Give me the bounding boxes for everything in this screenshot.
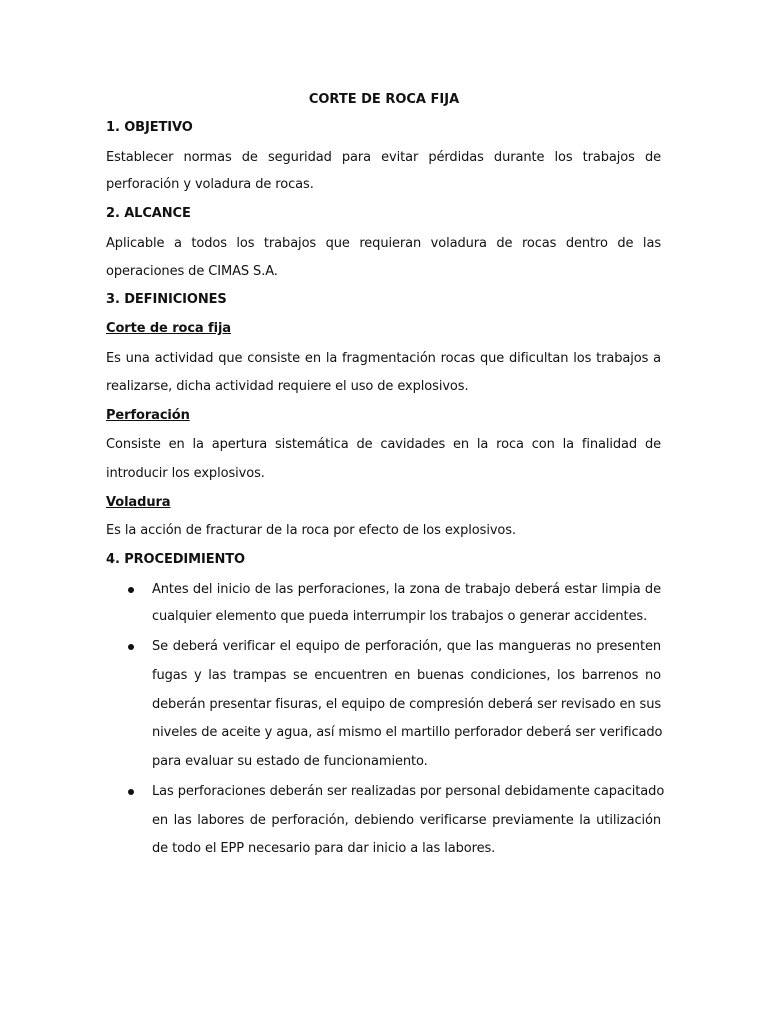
paragraph-line: operaciones de CIMAS S.A. bbox=[106, 264, 278, 279]
definition-term-perforacion: Perforación bbox=[106, 408, 190, 423]
bullet-dot bbox=[128, 789, 134, 795]
document-title: CORTE DE ROCA FIJA bbox=[308, 92, 460, 107]
paragraph-line: Aplicable a todos los trabajos que requieran voladura de rocas dentro de las bbox=[106, 236, 661, 251]
section-heading-objetivo: 1. OBJETIVO bbox=[106, 120, 193, 135]
bullet-line: cualquier elemento que pueda interrumpir los trabajos o generar accidentes. bbox=[152, 609, 648, 624]
bullet-line: Se deberá verificar el equipo de perforación, que las mangueras no presenten bbox=[152, 639, 661, 654]
section-heading-alcance: 2. ALCANCE bbox=[106, 206, 191, 221]
definition-line: Es la acción de fracturar de la roca por efecto de los explosivos. bbox=[106, 523, 516, 538]
bullet-line: niveles de aceite y agua, así mismo el martillo perforador deberá ser verificado bbox=[152, 725, 663, 740]
bullet-dot bbox=[128, 644, 134, 650]
bullet-line: fugas y las trampas se encuentren en buenas condiciones, los barrenos no bbox=[152, 668, 661, 683]
section-heading-procedimiento: 4. PROCEDIMIENTO bbox=[106, 552, 246, 567]
definition-line: Es una actividad que consiste en la fragmentación rocas que dificultan los trabajos a bbox=[106, 351, 661, 366]
section-heading-definiciones: 3. DEFINICIONES bbox=[106, 292, 227, 307]
definition-line: realizarse, dicha actividad requiere el uso de explosivos. bbox=[106, 379, 469, 394]
bullet-line: para evaluar su estado de funcionamiento. bbox=[152, 754, 428, 769]
bullet-dot bbox=[128, 587, 134, 593]
bullet-line: deberán presentar fisuras, el equipo de compresión deberá ser revisado en sus bbox=[152, 697, 662, 712]
paragraph-line: Establecer normas de seguridad para evitar pérdidas durante los trabajos de bbox=[106, 150, 661, 165]
bullet-line: Antes del inicio de las perforaciones, la zona de trabajo deberá estar limpia de bbox=[152, 582, 661, 597]
paragraph-line: perforación y voladura de rocas. bbox=[106, 177, 314, 192]
definition-term-voladura: Voladura bbox=[106, 495, 171, 510]
definition-line: introducir los explosivos. bbox=[106, 466, 265, 481]
bullet-line: Las perforaciones deberán ser realizadas por personal debidamente capacitado bbox=[152, 784, 665, 799]
bullet-line: de todo el EPP necesario para dar inicio a las labores. bbox=[152, 841, 496, 856]
definition-line: Consiste en la apertura sistemática de cavidades en la roca con la finalidad de bbox=[106, 437, 661, 452]
definition-term-corte-de-roca-fija: Corte de roca fija bbox=[106, 321, 231, 336]
bullet-line: en las labores de perforación, debiendo verificarse previamente la utilización bbox=[152, 813, 661, 828]
